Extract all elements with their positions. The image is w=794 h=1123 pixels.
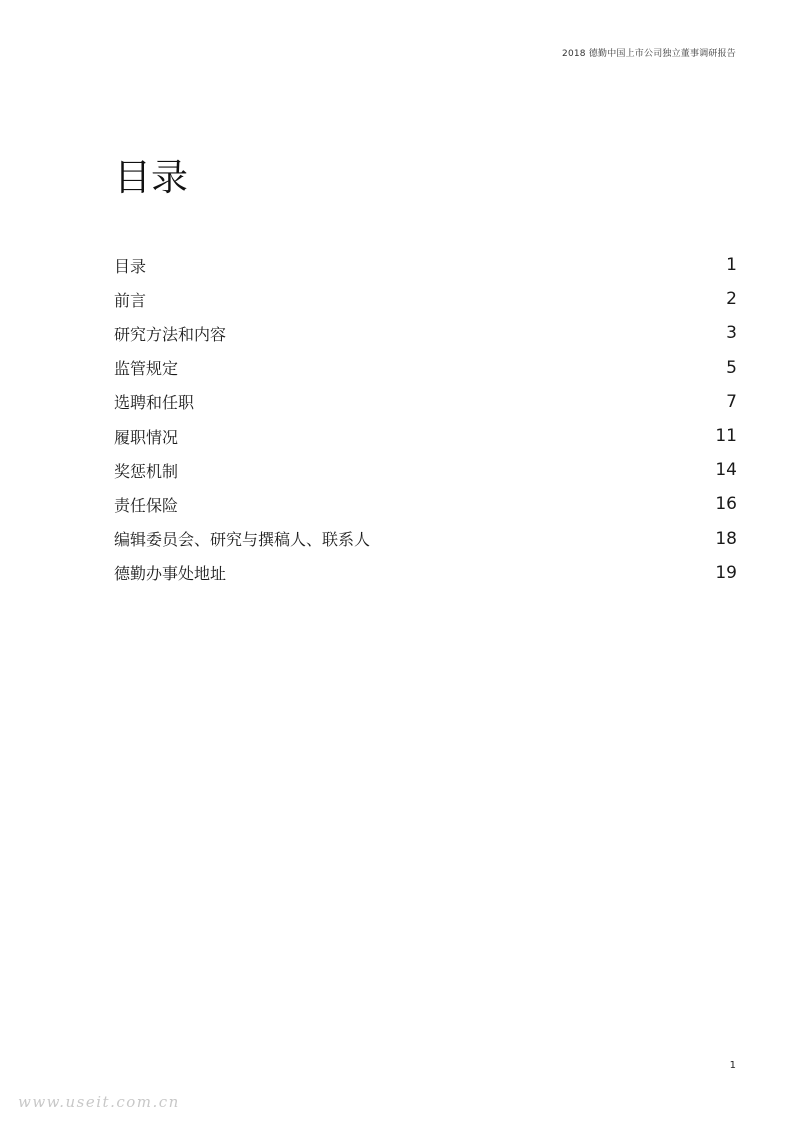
toc-entry-label: 奖惩机制 <box>114 461 179 481</box>
toc-entry[interactable] <box>114 453 737 487</box>
toc-entry-page: 18 <box>715 528 737 549</box>
toc-entry-label: 责任保险 <box>114 495 179 515</box>
page-number: 1 <box>729 1060 736 1071</box>
page-title: 目录 <box>114 156 188 199</box>
toc-entry[interactable] <box>114 351 737 385</box>
toc-entry-label: 研究方法和内容 <box>114 324 227 344</box>
toc-entry[interactable] <box>114 385 737 419</box>
toc-entry[interactable] <box>114 248 737 282</box>
toc-entry-page: 16 <box>715 494 737 515</box>
toc-entry-page: 19 <box>715 562 737 583</box>
toc-entry-page: 5 <box>726 357 737 378</box>
toc-entry-label: 监管规定 <box>114 359 179 379</box>
toc-entry-page: 7 <box>726 391 737 412</box>
toc-entry-label: 选聘和任职 <box>114 393 195 413</box>
toc-entry[interactable] <box>114 419 737 453</box>
watermark: www.useit.com.cn <box>18 1093 180 1111</box>
running-header: 2018 德勤中国上市公司独立董事调研报告 <box>562 49 736 59</box>
toc-entry[interactable] <box>114 316 737 350</box>
toc-entry[interactable] <box>114 556 737 590</box>
toc-entry[interactable] <box>114 522 737 556</box>
toc-entry-label: 前言 <box>114 290 147 310</box>
toc-entry-label: 编辑委员会、研究与撰稿人、联系人 <box>114 530 371 550</box>
toc-entry-page: 1 <box>726 255 737 276</box>
toc-entry-page: 3 <box>726 323 737 344</box>
toc-entry[interactable] <box>114 282 737 316</box>
toc-entry-page: 14 <box>715 460 737 481</box>
toc-entry[interactable] <box>114 487 737 521</box>
toc-entry-label: 目录 <box>114 256 147 276</box>
table-of-contents <box>114 248 737 590</box>
toc-entry-label: 履职情况 <box>114 427 179 447</box>
toc-entry-page: 2 <box>726 289 737 310</box>
toc-entry-label: 德勤办事处地址 <box>114 564 227 584</box>
toc-entry-page: 11 <box>715 426 737 447</box>
